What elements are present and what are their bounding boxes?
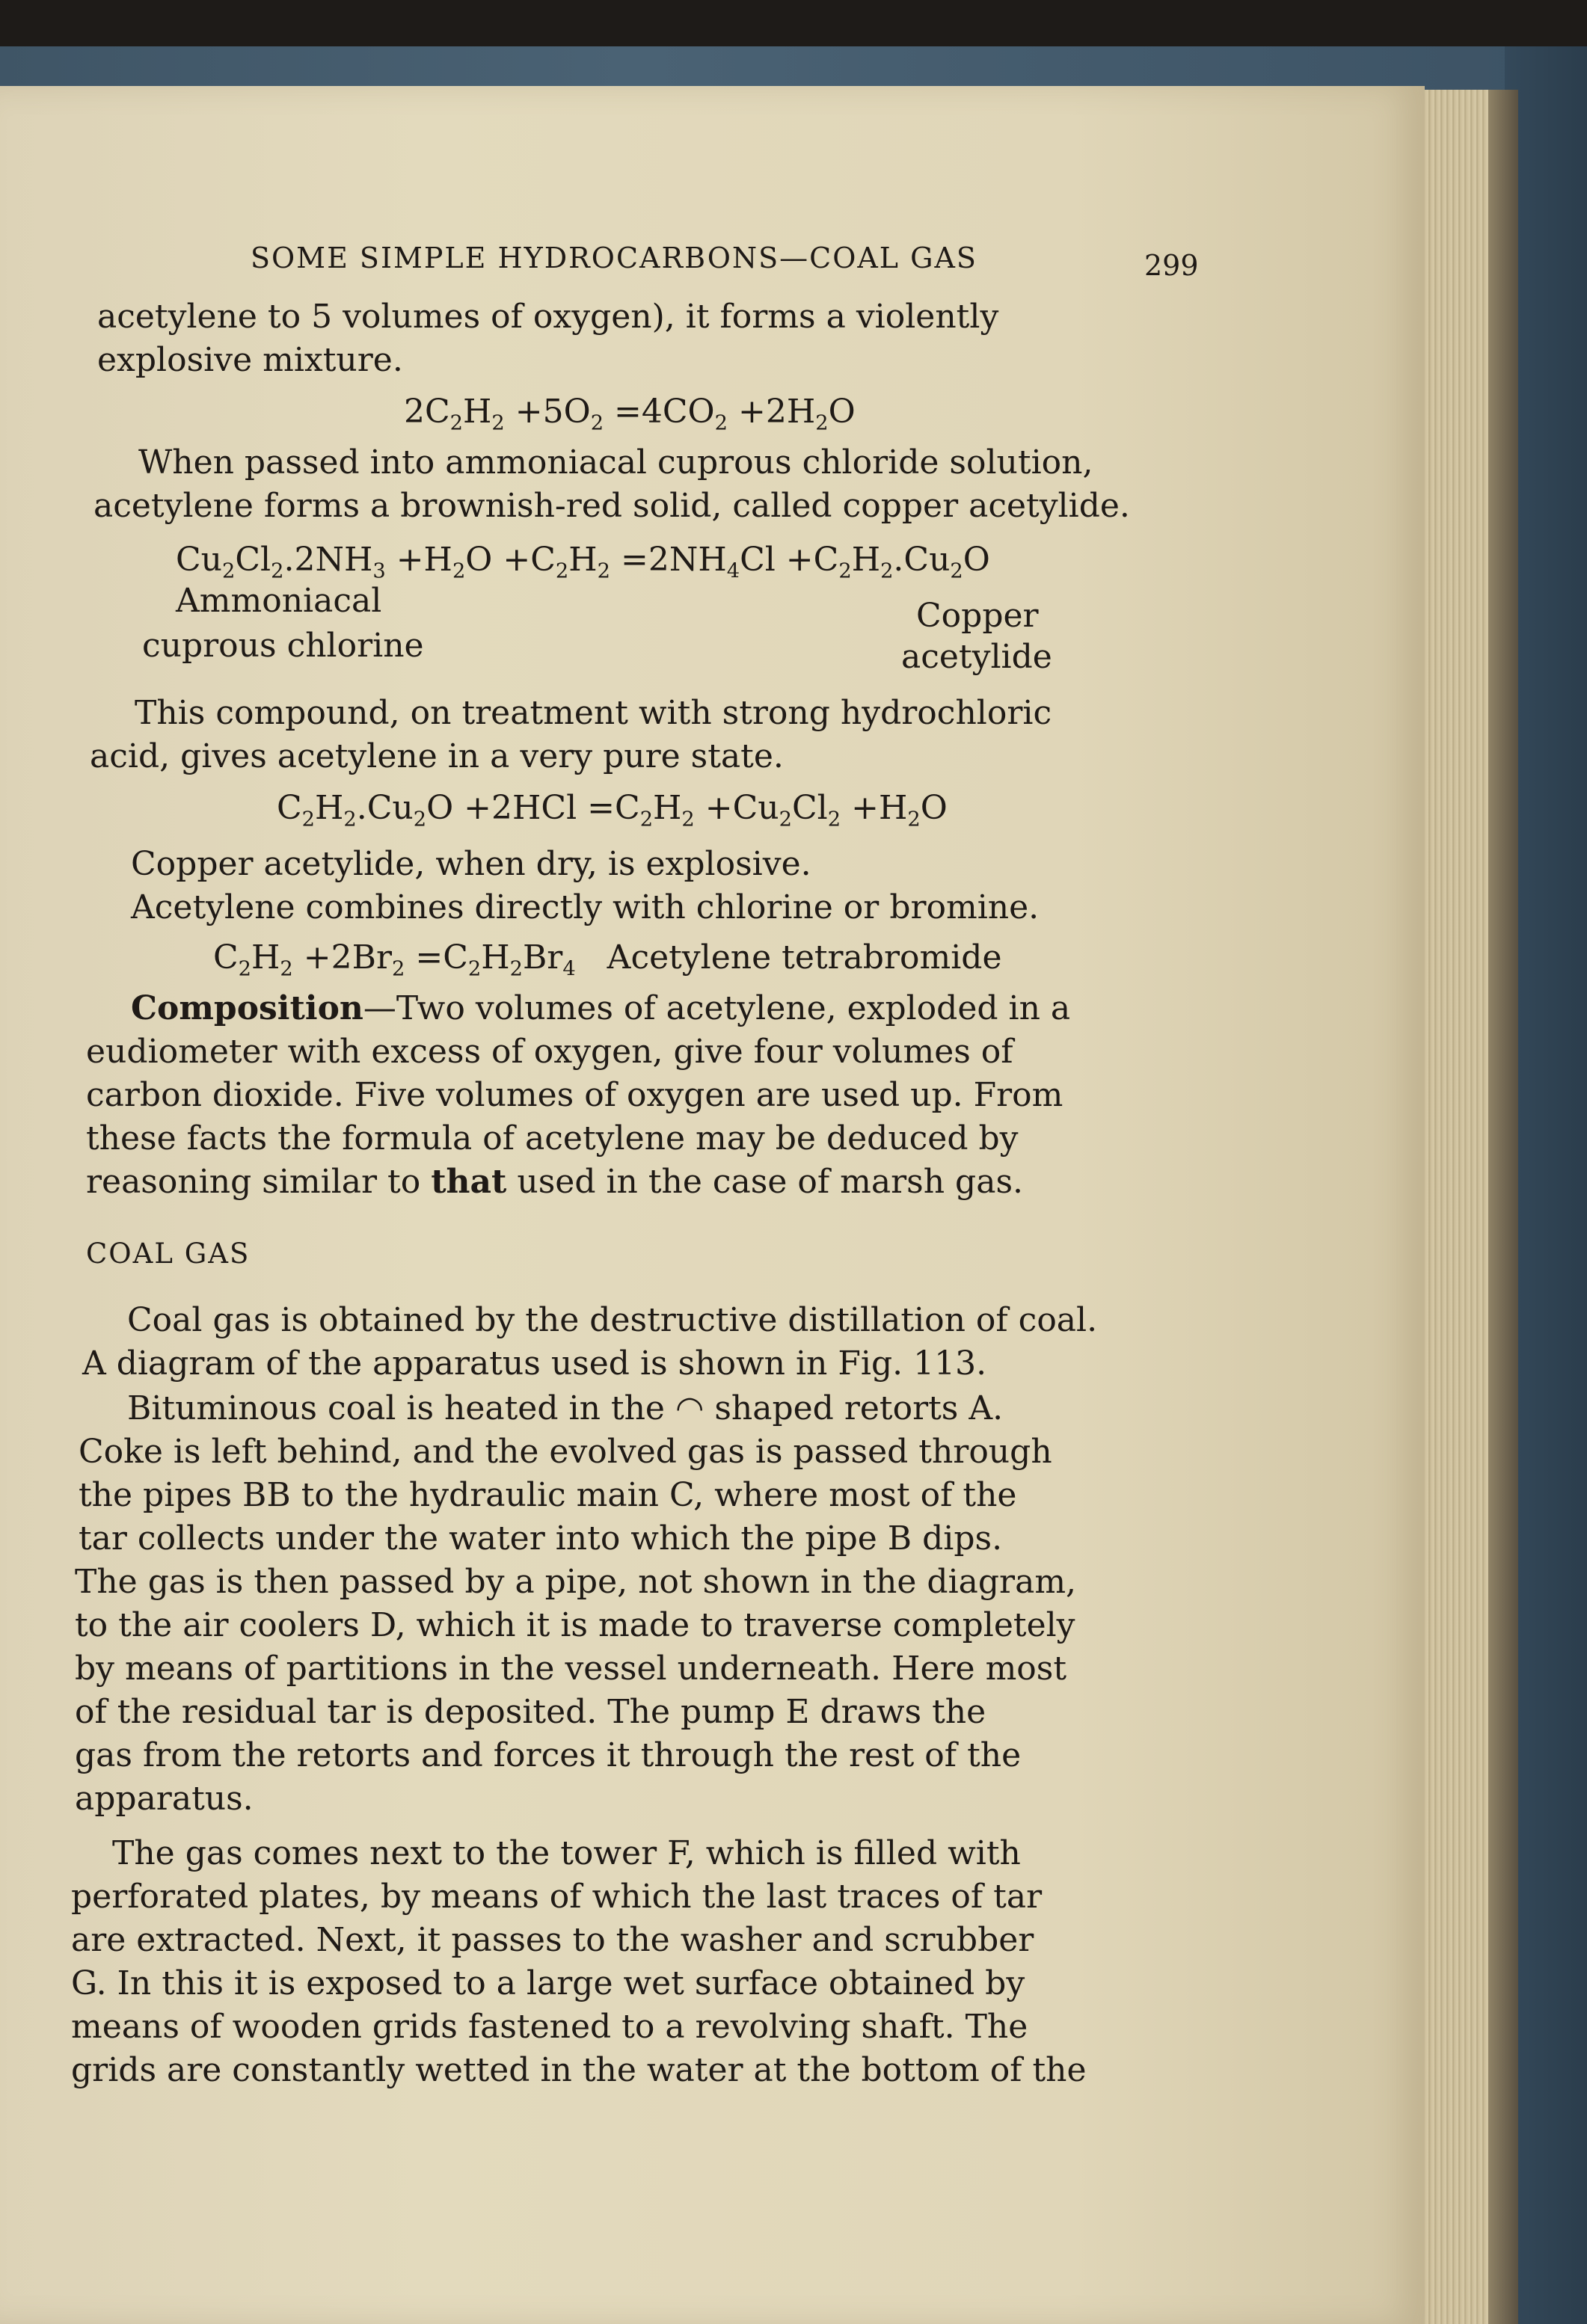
paragraph-heading: Composition xyxy=(131,989,363,1027)
text-run: reasoning similar to xyxy=(86,1163,432,1201)
text-line: Coal gas is obtained by the destructive distillation of coal. xyxy=(127,1301,1098,1339)
text-line: Bituminous coal is heated in the ◠ shaped retorts A. xyxy=(127,1389,1004,1427)
text-run: used in the case of marsh gas. xyxy=(506,1163,1024,1201)
text-line: apparatus. xyxy=(75,1780,254,1818)
text-line: The gas is then passed by a pipe, not shown in the diagram, xyxy=(75,1563,1077,1601)
page-number: 299 xyxy=(1144,249,1199,282)
equation: $C_2H_2.Cu_2O +2HCl =C_2H_2 +Cu_2Cl_2 +H_2O$ xyxy=(277,789,948,831)
text-line xyxy=(86,1161,1023,1204)
text-line: these facts the formula of acetylene may be deduced by xyxy=(86,1119,1019,1158)
text-line: The gas comes next to the tower F, which is filled with xyxy=(112,1834,1021,1872)
text-line xyxy=(131,987,1070,1030)
text-line: the pipes BB to the hydraulic main C, where most of the xyxy=(79,1476,1017,1514)
text-run: that xyxy=(431,1163,507,1201)
equation: $2C_2H_2 +5O_2 =4CO_2 +2H_2O$ xyxy=(404,393,856,435)
text-line: This compound, on treatment with strong hydrochloric xyxy=(135,694,1052,732)
page-edges-shadow xyxy=(1488,90,1518,2324)
equation: $Cu_2Cl_2.2NH_3 +H_2O +C_2H_2 =2NH_4Cl +C_2H_2.Cu_2O$ xyxy=(176,541,990,583)
equation-label: Ammoniacal xyxy=(176,582,382,620)
text-line: carbon dioxide. Five volumes of oxygen are used up. From xyxy=(86,1076,1063,1114)
text-line: grids are constantly wetted in the water at the bottom of the xyxy=(71,2051,1087,2089)
equation-label: Copper xyxy=(916,597,1039,635)
text-run: —Two volumes of acetylene, exploded in a xyxy=(363,989,1071,1027)
text-line: Copper acetylide, when dry, is explosive. xyxy=(131,845,811,883)
text-line: When passed into ammoniacal cuprous chloride solution, xyxy=(138,443,1093,482)
text-line: Coke is left behind, and the evolved gas is passed through xyxy=(79,1433,1052,1471)
text-line: perforated plates, by means of which the last traces of tar xyxy=(71,1878,1043,1916)
text-line: G. In this it is exposed to a large wet surface obtained by xyxy=(71,1964,1025,2002)
text-line: explosive mixture. xyxy=(97,341,403,379)
text-line: of the residual tar is deposited. The pump E draws the xyxy=(75,1693,986,1731)
text-line: means of wooden grids fastened to a revolving shaft. The xyxy=(71,2008,1028,2046)
section-heading: COAL GAS xyxy=(86,1238,251,1270)
text-line: acetylene forms a brownish-red solid, called copper acetylide. xyxy=(93,487,1130,525)
text-line: are extracted. Next, it passes to the washer and scrubber xyxy=(71,1921,1034,1959)
book-page xyxy=(0,86,1425,2324)
equation-label: cuprous chlorine xyxy=(142,627,424,665)
text-line: eudiometer with excess of oxygen, give four volumes of xyxy=(86,1033,1013,1071)
text-line: by means of partitions in the vessel underneath. Here most xyxy=(75,1650,1067,1688)
text-line: A diagram of the apparatus used is shown in Fig. 113. xyxy=(82,1344,987,1383)
text-line: acid, gives acetylene in a very pure state. xyxy=(90,737,784,775)
equation: $C_2H_2 +2Br_2 =C_2H_2Br_4$ Acetylene tetrabromide xyxy=(213,938,1002,981)
running-head: SOME SIMPLE HYDROCARBONS—COAL GAS xyxy=(251,242,977,274)
text-line: to the air coolers D, which it is made to traverse completely xyxy=(75,1606,1075,1644)
equation-label: Acetylene tetrabromide xyxy=(607,938,1002,977)
text-line: tar collects under the water into which the pipe B dips. xyxy=(79,1519,1003,1558)
equation-label: acetylide xyxy=(901,638,1052,676)
text-line: Acetylene combines directly with chlorine or bromine. xyxy=(131,888,1040,926)
text-line: acetylene to 5 volumes of oxygen), it forms a violently xyxy=(97,298,999,336)
text-line: gas from the retorts and forces it through the rest of the xyxy=(75,1736,1022,1774)
